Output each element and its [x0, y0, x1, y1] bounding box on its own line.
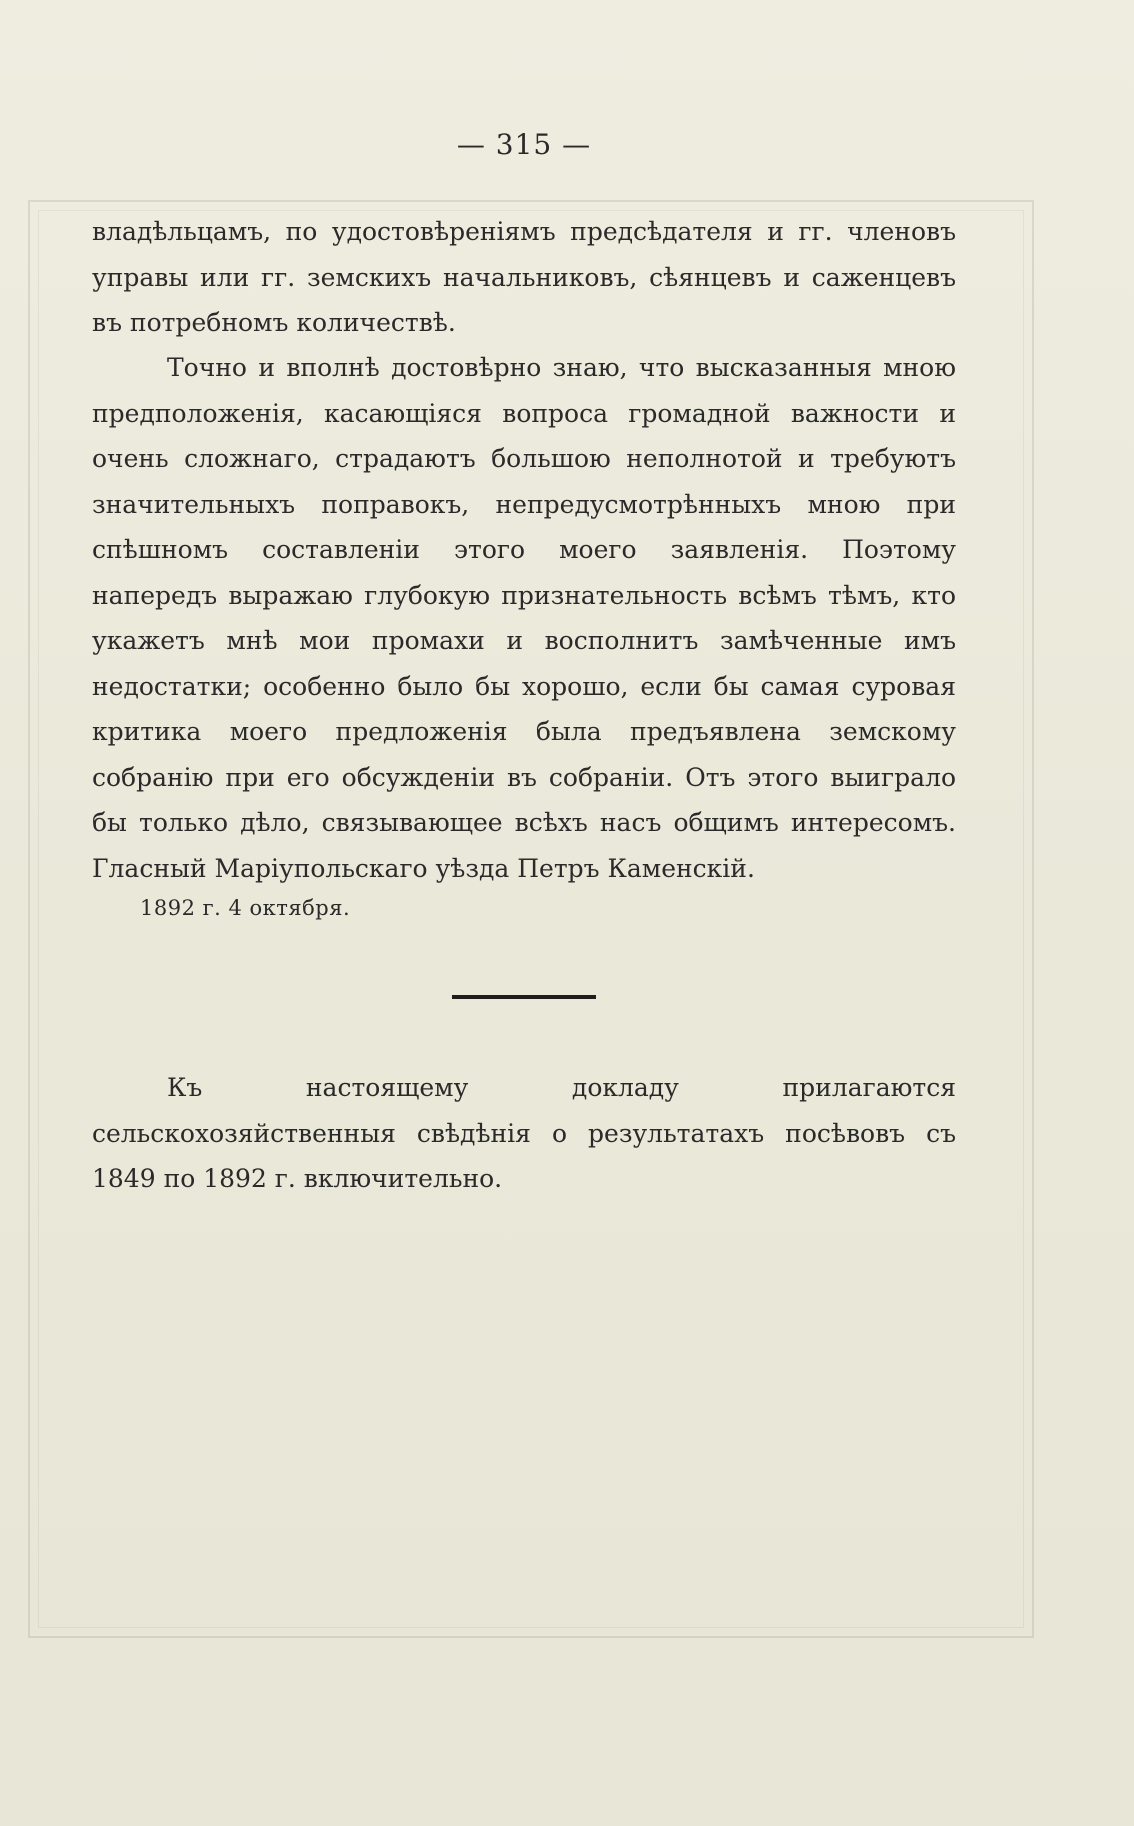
section-divider	[452, 995, 596, 999]
paragraph-text: владѣльцамъ, по удостовѣреніямъ предсѣдателя и гг. членовъ управы или гг. земскихъ начальниковъ, сѣянцевъ и саженцевъ въ потребномъ количествѣ.	[92, 217, 956, 337]
paragraph-text: Къ настоящему докладу прилагаются сельскохозяйственныя свѣдѣнія о результатахъ посѣвовъ съ 1849 по 1892 г. включительно.	[92, 1073, 956, 1193]
paragraph-appendix-note	[92, 1065, 956, 1202]
page-number: — 315 —	[456, 128, 592, 161]
signature-date: 1892 г. 4 октября.	[140, 896, 351, 920]
paragraph-main	[92, 345, 956, 891]
paragraph-text: Точно и вполнѣ достовѣрно знаю, что высказанныя мною предположенія, касающіяся вопроса громадной важности и очень сложнаго, страдаютъ большою неполнотой и требуютъ значительныхъ поправокъ, непредусмотрѣнныхъ мною при спѣшномъ составленіи этого моего заявленія. Поэтому напередъ выражаю глубокую признательность всѣмъ тѣмъ, кто укажетъ мнѣ мои промахи и восполнитъ замѣченные имъ недостатки; особенно было бы хорошо, если бы самая суровая критика моего предложенія была предъявлена земскому собранію при его обсужденіи въ собраніи. Отъ этого выиграло бы только дѣло, связывающее всѣхъ насъ общимъ интересомъ. Гласный Маріупольскаго уѣзда Петръ Каменскій.	[92, 353, 956, 883]
paragraph-continuation	[92, 209, 956, 346]
